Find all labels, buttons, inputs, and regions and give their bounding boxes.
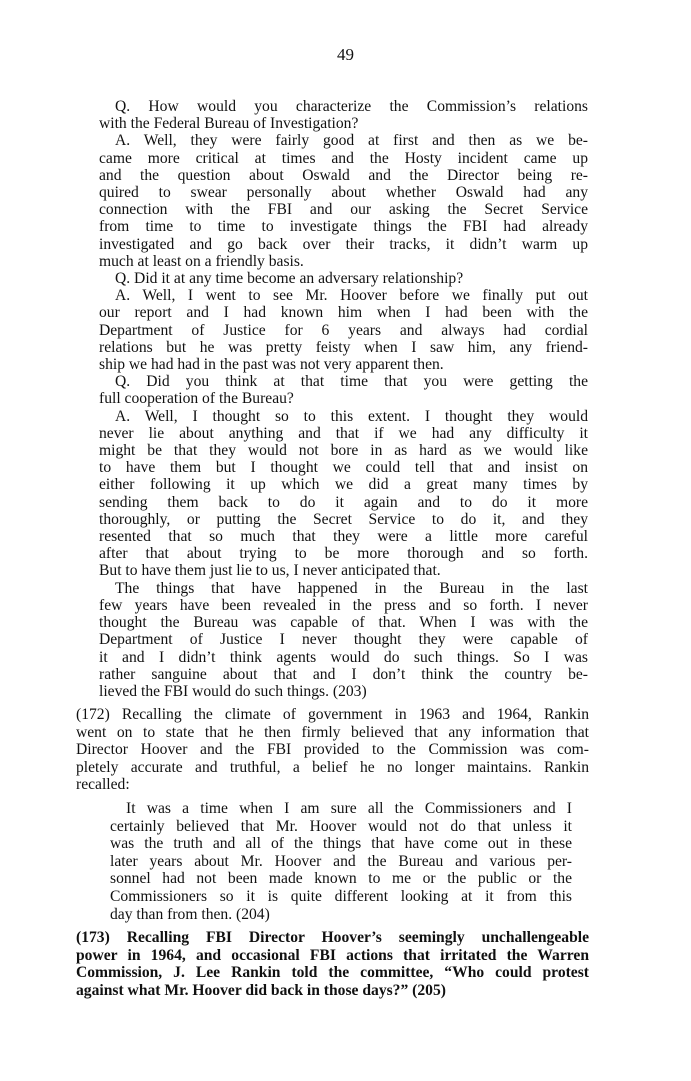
text-line: Director Hoover and the FBI provided to the Commission was com- [76, 741, 589, 759]
text-line: (173) Recalling FBI Director Hoover’s seemingly unchallengeable [76, 929, 589, 947]
paragraph-172 [76, 706, 589, 794]
text-line: later years about Mr. Hoover and the Bureau and various per- [110, 852, 572, 870]
text-line: much at least on a friendly basis. [99, 252, 304, 270]
text-line: came more critical at times and the Hosty incident came up [99, 149, 588, 167]
text-line: after that about trying to be more thorough and so forth. [99, 545, 588, 563]
text-line: certainly believed that Mr. Hoover would not do that unless it [110, 817, 572, 835]
text-line: our report and I had known him when I had been with the [99, 304, 588, 322]
quote-204 [110, 800, 572, 923]
text-line: Department of Justice for 6 years and always had cordial [99, 321, 588, 339]
text-line: investigated and go back over their tracks, it didn’t warm up [99, 235, 588, 253]
text-line: few years have been revealed in the press and so forth. I never [99, 596, 588, 614]
text-line: with the Federal Bureau of Investigation? [99, 115, 359, 133]
text-line: it and I didn’t think agents would do such things. So I was [99, 648, 588, 666]
text-line: was the truth and all of the things that have come out in these [110, 835, 572, 853]
text-line: either following it up which we did a great many times by [99, 476, 588, 494]
text-line: relations but he was pretty feisty when I saw him, any friend- [99, 338, 588, 356]
text-line: thought the Bureau was capable of that. When I was with the [99, 614, 588, 632]
paragraph-173 [76, 929, 589, 999]
text-line: A. Well, I thought so to this extent. I thought they would [115, 407, 588, 425]
text-line: pletely accurate and truthful, a belief he no longer maintains. Rankin [76, 758, 589, 776]
text-line: resented that so much that they were a little more careful [99, 528, 588, 546]
text-line: might be that they would not bore in as hard as we would like [99, 442, 588, 460]
text-line: power in 1964, and occasional FBI actions that irritated the Warren [76, 946, 589, 964]
text-line: The things that have happened in the Bureau in the last [115, 579, 588, 597]
text-line: Commissioners so it is quite different looking at it from this [110, 888, 572, 906]
text-line: recalled: [76, 776, 130, 794]
text-line: sonnel had not been made known to me or the public or the [110, 870, 572, 888]
text-line: It was a time when I am sure all the Commissioners and I [126, 800, 572, 818]
text-line: never lie about anything and that if we had any difficulty it [99, 424, 588, 442]
text-line: Commission, J. Lee Rankin told the committee, “Who could protest [76, 964, 589, 982]
testimony-block [99, 98, 588, 700]
text-line: full cooperation of the Bureau? [99, 390, 294, 408]
text-line: sending them back to do it again and to do it more [99, 493, 588, 511]
page-number: 49 [337, 45, 354, 64]
text-line: A. Well, I went to see Mr. Hoover before we finally put out [115, 287, 588, 305]
text-line: to have them but I thought we could tell that and insist on [99, 459, 588, 477]
text-line: connection with the FBI and our asking the Secret Service [99, 201, 588, 219]
text-line: quired to swear personally about whether Oswald had any [99, 184, 588, 202]
text-line: But to have them just lie to us, I never anticipated that. [99, 562, 441, 580]
text-line: Department of Justice I never thought they were capable of [99, 631, 588, 649]
text-line: lieved the FBI would do such things. (203) [99, 682, 367, 700]
text-line: (172) Recalling the climate of government in 1963 and 1964, Rankin [76, 706, 589, 724]
text-line: A. Well, they were fairly good at first and then as we be- [115, 132, 588, 150]
text-line: Q. How would you characterize the Commission’s relations [115, 98, 588, 115]
text-line: ship we had had in the past was not very apparent then. [99, 356, 444, 374]
text-line: and the question about Oswald and the Director being re- [99, 166, 588, 184]
text-line: Q. Did it at any time become an adversary relationship? [115, 270, 464, 288]
text-line: thoroughly, or putting the Secret Service to do it, and they [99, 510, 588, 528]
text-line: rather sanguine about that and I don’t think the country be- [99, 665, 588, 683]
text-line: Q. Did you think at that time that you were getting the [115, 373, 588, 391]
text-line: day than from then. (204) [110, 905, 270, 923]
text-line: went on to state that he then firmly believed that any information that [76, 723, 589, 741]
text-line: against what Mr. Hoover did back in those days?” (205) [76, 982, 446, 1000]
text-line: from time to time to investigate things the FBI had already [99, 218, 588, 236]
